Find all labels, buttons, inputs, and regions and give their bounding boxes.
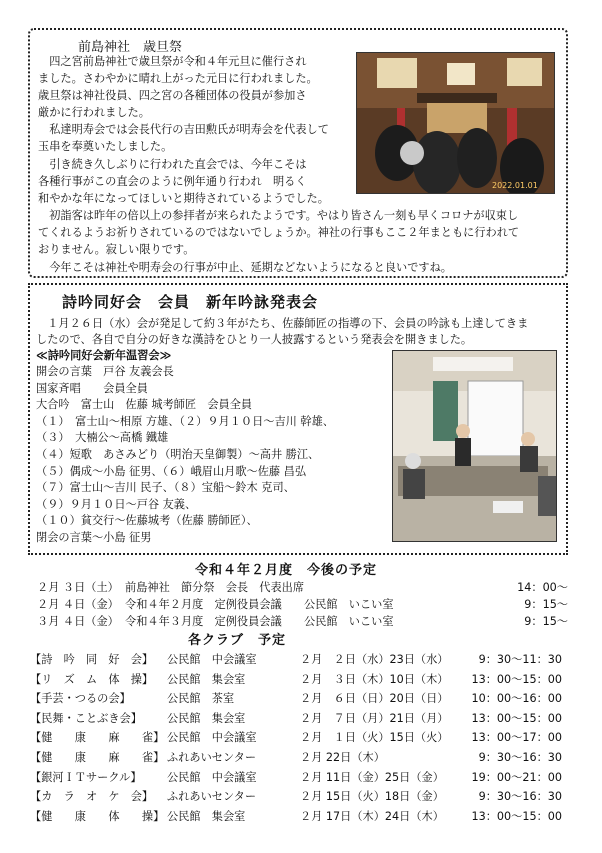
club-dates: ２月 ７日（月）21日（月）: [300, 711, 449, 725]
poetry-article-title: 詩吟同好会 会員 新年吟詠発表会: [62, 293, 319, 311]
club-row: [30, 651, 570, 670]
club-time: 9：30～11：30: [478, 653, 562, 666]
program-item: （９）９月１０日～戸谷 友義、: [36, 497, 197, 511]
program-item: （３） 大楠公～高橋 鐵雄: [36, 431, 169, 445]
program-item: （１０）貧交行～佐藤城考（佐藤 勝師匠）、: [36, 514, 258, 528]
club-row: [30, 671, 570, 690]
club-venue: 公民館 集会室: [167, 809, 246, 823]
club-time: 13：00～15：00: [471, 711, 562, 725]
shrine-ceremony-photo: [356, 52, 555, 194]
shrine-body-line: 四之宮前島神社で歳旦祭が令和４年元旦に催行され: [38, 55, 307, 68]
shrine-body-line: 私達明寿会では会長代行の吉田勲氏が明寿会を代表して: [38, 123, 329, 136]
club-time: 13：00～17：00: [471, 731, 562, 745]
club-dates: ２月 １日（火）15日（火）: [300, 731, 449, 745]
club-name: 【健 康 体 操】: [30, 809, 165, 823]
club-venue: 公民館 茶室: [167, 692, 235, 706]
club-row: [30, 690, 570, 709]
schedule-desc: 令和４年３月度 定例役員会議 公民館 いこい室: [125, 615, 394, 628]
shrine-body-line: 各種行事がこの直会のように例年通り行われ 明るく: [38, 175, 307, 188]
schedule-time: 9：15～: [524, 615, 568, 628]
club-time: 9：30～16：30: [478, 790, 562, 804]
club-time: 19：00～21：00: [471, 770, 562, 784]
shrine-body-line: 初詣客は昨年の倍以上の参拝者が来られたようです。やはり皆さん一刻も早くコロナが収束し: [38, 209, 519, 222]
program-item: 大合吟 富士山 佐藤 城考師匠 会員全員: [36, 398, 253, 412]
club-dates: ２月 ６日（日）20日（日）: [300, 692, 449, 706]
poetry-intro-line: したので、各自で自分の好きな漢詩をひとり一人披露するという発表会を開きました。: [36, 333, 473, 346]
schedule-date: ３月 ４日（金）: [37, 615, 119, 628]
shrine-body-line: 歳旦祭は神社役員、四之宮の各種団体の役員が参加さ: [38, 89, 307, 102]
club-dates: ２月 11日（金）25日（金）: [300, 770, 444, 784]
club-dates: ２月 22日（木）: [300, 751, 385, 764]
club-row: [30, 788, 570, 807]
club-venue: 公民館 中会議室: [167, 770, 257, 784]
poetry-intro-line: １月２６日（水）会が発足して約３年がたち、佐藤師匠の指導の下、会員の吟詠も上達してきま: [36, 317, 529, 330]
club-dates: ２月 15日（火）18日（金）: [300, 790, 444, 804]
club-row: [30, 769, 570, 788]
club-dates: ２月 ３日（木）10日（木）: [300, 672, 449, 686]
shrine-body-line: 和やかな年になってほしいと期待されているようでした。: [38, 192, 329, 205]
club-name: 【カ ラ オ ケ 会】: [30, 790, 154, 804]
program-item: 閉会の言葉～小島 征男: [36, 531, 152, 544]
club-row: [30, 808, 570, 827]
photo-date-stamp: 2022.01.01: [492, 181, 538, 190]
club-venue: ふれあいセンター: [167, 790, 257, 804]
shrine-body-line: てくれるようお祈りされているのではないでしょうか。神社の行事もここ２年まともに行われて: [38, 226, 520, 239]
club-name: 【健 康 麻 雀】: [30, 731, 165, 745]
schedule-desc: 令和４年２月度 定例役員会議 公民館 いこい室: [125, 598, 394, 611]
clubs-title: 各クラブ 予定: [188, 633, 287, 648]
club-row: [30, 729, 570, 748]
program-item: （７）富士山～吉川 民子、（８）宝船～鈴木 克司、: [36, 481, 295, 495]
program-item: （４）短歌 あさみどり（明治天皇御製）～高井 勝江、: [36, 448, 320, 461]
schedule-time: 14：00～: [517, 581, 568, 594]
club-name: 【手芸・つるの会】: [30, 692, 131, 706]
club-venue: 公民館 中会議室: [167, 731, 257, 745]
club-row: [30, 710, 570, 729]
shrine-body-line: 引き続き久しぶりに行われた直会では、今年こそは: [38, 158, 307, 171]
shrine-body-line: 今年こそは神社や明寿会の行事が中止、延期などないようになると良いですね。: [38, 261, 452, 274]
program-title: ≪詩吟同好会新年温習会≫: [36, 349, 172, 362]
shrine-article-title: 前島神社 歳旦祭: [78, 40, 183, 55]
club-dates: ２月 17日（木）24日（木）: [300, 809, 444, 823]
club-dates: ２月 ２日（水）23日（水）: [300, 653, 449, 666]
club-time: 13：00～15：00: [471, 809, 562, 823]
club-name: 【詩 吟 同 好 会】: [30, 653, 154, 666]
schedule-date: ２月 ４日（金）: [37, 598, 119, 611]
shrine-body-line: 玉串を奉奠いたしました。: [38, 140, 173, 153]
schedule-title: 令和４年２月度 今後の予定: [195, 563, 378, 578]
program-item: 国家斉唱 会員全員: [36, 381, 148, 395]
club-time: 13：00～15：00: [471, 672, 562, 686]
club-time: 9：30～16：30: [478, 751, 562, 764]
club-name: 【銀河ＩＴサークル】: [30, 770, 142, 784]
club-venue: ふれあいセンター: [167, 751, 257, 764]
club-name: 【リ ズ ム 体 操】: [30, 672, 154, 686]
program-item: （１） 富士山～相原 方雄、（２）９月１０日～吉川 幹雄、: [36, 414, 334, 428]
poetry-recital-photo: [392, 350, 557, 542]
club-row: [30, 749, 570, 768]
schedule-desc: 前島神社 節分祭 会長 代表出席: [125, 581, 305, 594]
schedule-row: [30, 613, 570, 632]
shrine-body-line: ました。さわやかに晴れ上がった元日に行われました。: [38, 72, 318, 85]
program-item: 開会の言葉 戸谷 友義会長: [36, 365, 174, 378]
schedule-time: 9：15～: [524, 598, 568, 611]
shrine-body-line: おりません。寂しい限りです。: [38, 243, 195, 256]
club-venue: 公民館 中会議室: [167, 653, 257, 666]
schedule-date: ２月 ３日（土）: [37, 581, 119, 594]
club-time: 10：00～16：00: [471, 692, 562, 706]
club-name: 【健 康 麻 雀】: [30, 751, 165, 764]
club-venue: 公民館 集会室: [167, 711, 246, 725]
program-item: （５）偶成～小島 征男、（６）峨眉山月歌～佐藤 昌弘: [36, 464, 307, 478]
club-name: 【民舞・ことぶき会】: [30, 711, 142, 725]
shrine-body-line: 厳かに行われました。: [38, 106, 150, 119]
club-venue: 公民館 集会室: [167, 672, 246, 686]
